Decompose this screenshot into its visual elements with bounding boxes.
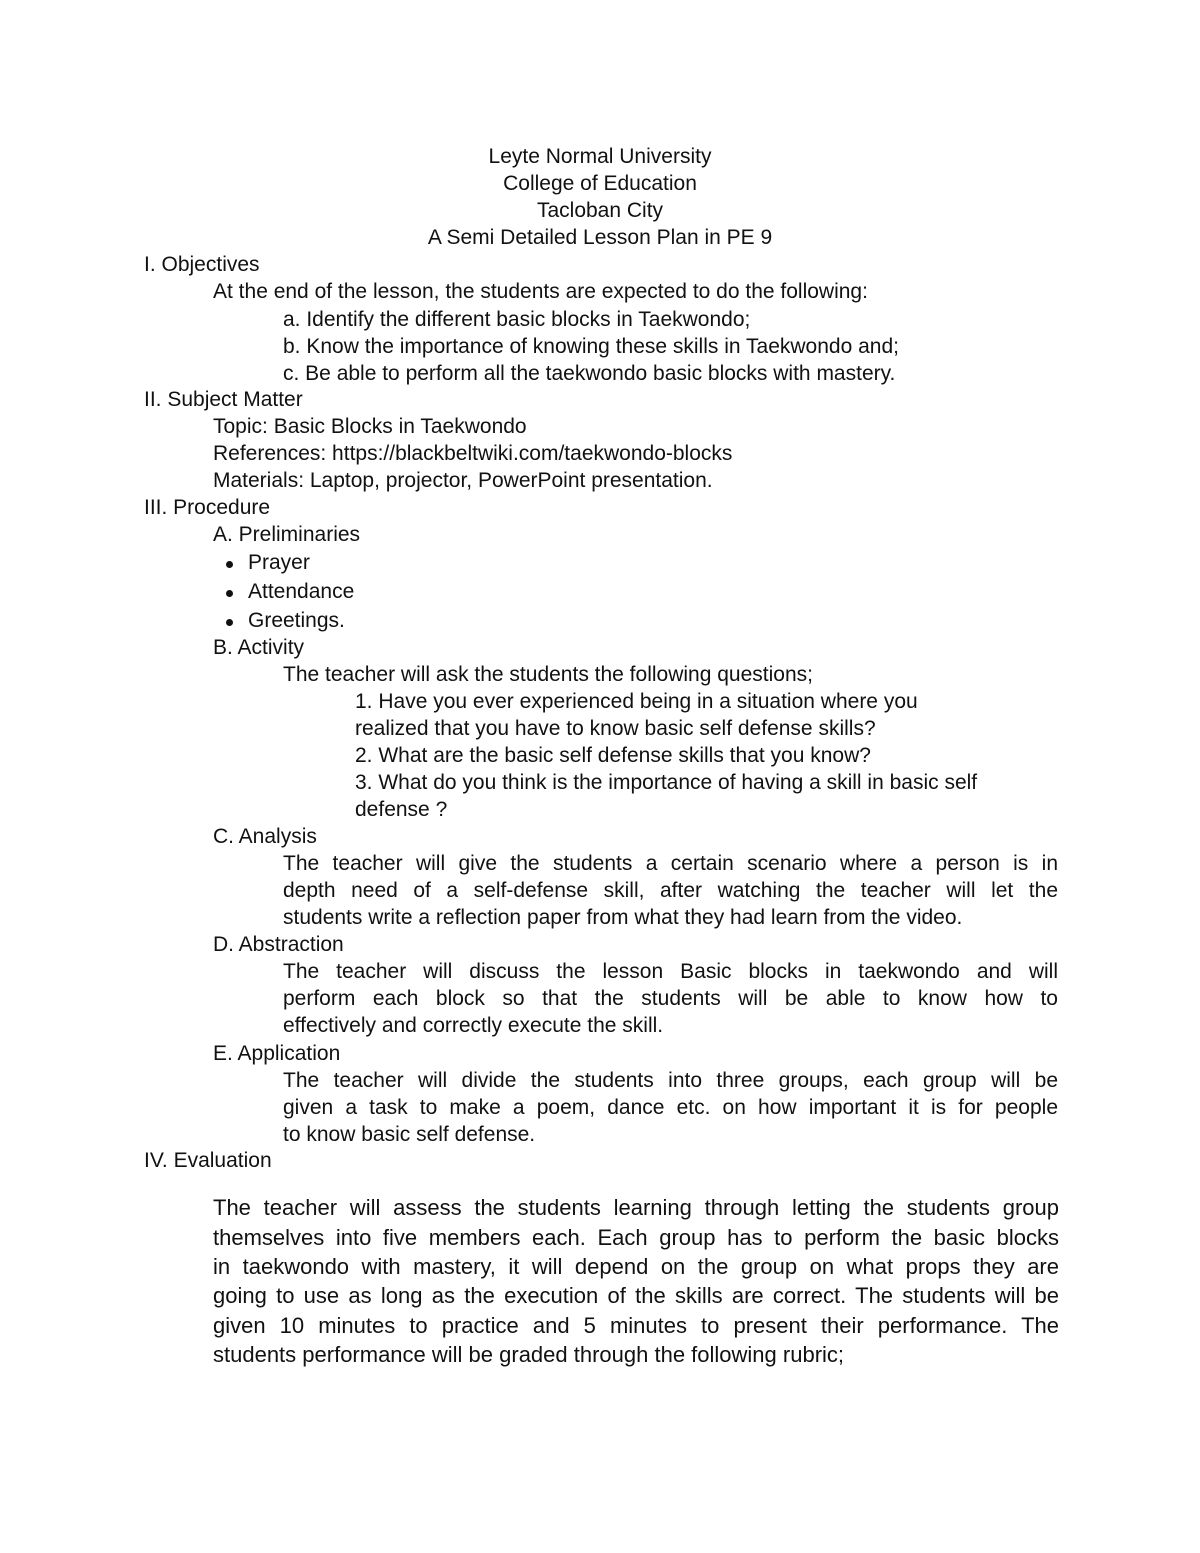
bullet-icon: [226, 619, 233, 626]
analysis-text-line: students write a reflection paper from what they had learn from the video.: [283, 906, 963, 929]
evaluation-text-line: going to use as long as the execution of the skills are correct. The students will be: [213, 1283, 1059, 1308]
activity-question: 3. What do you think is the importance of having a skill in basic self: [355, 771, 978, 794]
university-name: Leyte Normal University: [488, 145, 712, 168]
application-heading: E. Application: [213, 1042, 341, 1065]
subject-matter-heading: II. Subject Matter: [144, 388, 303, 411]
abstraction-heading: D. Abstraction: [213, 933, 344, 956]
objectives-intro: At the end of the lesson, the students are expected to do the following:: [213, 280, 868, 303]
objective-item: c. Be able to perform all the taekwondo basic blocks with mastery.: [283, 362, 896, 385]
evaluation-heading: IV. Evaluation: [144, 1149, 272, 1172]
procedure-heading: III. Procedure: [144, 496, 271, 519]
preliminaries-item: Prayer: [248, 551, 310, 574]
activity-intro: The teacher will ask the students the following questions;: [283, 663, 813, 686]
evaluation-text-line: themselves into five members each. Each group has to perform the basic blocks: [213, 1225, 1059, 1250]
activity-question: 1. Have you ever experienced being in a situation where you: [355, 690, 918, 713]
evaluation-text-line: students performance will be graded through the following rubric;: [213, 1342, 845, 1367]
abstraction-text-line: effectively and correctly execute the skill.: [283, 1014, 664, 1037]
subject-references: References: https://blackbeltwiki.com/taekwondo-blocks: [213, 442, 733, 465]
activity-question: defense ?: [355, 798, 448, 821]
evaluation-text-line: The teacher will assess the students learning through letting the students group: [213, 1195, 1059, 1220]
objective-item: b. Know the importance of knowing these skills in Taekwondo and;: [283, 335, 899, 358]
bullet-icon: [226, 561, 233, 568]
subject-topic: Topic: Basic Blocks in Taekwondo: [213, 415, 527, 438]
application-text-line: The teacher will divide the students into three groups, each group will be: [283, 1069, 1058, 1092]
preliminaries-heading: A. Preliminaries: [213, 523, 361, 546]
analysis-heading: C. Analysis: [213, 825, 317, 848]
evaluation-text-line: given 10 minutes to practice and 5 minutes to present their performance. The: [213, 1313, 1059, 1338]
objectives-heading: I. Objectives: [144, 253, 260, 276]
abstraction-text-line: The teacher will discuss the lesson Basic blocks in taekwondo and will: [283, 960, 1058, 983]
bullet-icon: [226, 590, 233, 597]
application-text-line: given a task to make a poem, dance etc. on how important it is for people: [283, 1096, 1058, 1119]
analysis-text-line: The teacher will give the students a certain scenario where a person is in: [283, 852, 1058, 875]
analysis-text-line: depth need of a self-defense skill, after watching the teacher will let the: [283, 879, 1058, 902]
preliminaries-item: Attendance: [248, 580, 355, 603]
application-text-line: to know basic self defense.: [283, 1123, 536, 1146]
activity-question: 2. What are the basic self defense skills that you know?: [355, 744, 871, 767]
activity-heading: B. Activity: [213, 636, 305, 659]
evaluation-text-line: in taekwondo with mastery, it will depend on the group on what props they are: [213, 1254, 1059, 1279]
activity-question: realized that you have to know basic self defense skills?: [355, 717, 876, 740]
objective-item: a. Identify the different basic blocks in Taekwondo;: [283, 308, 751, 331]
abstraction-text-line: perform each block so that the students will be able to know how to: [283, 987, 1058, 1010]
city-name: Tacloban City: [536, 199, 664, 222]
preliminaries-item: Greetings.: [248, 609, 345, 632]
college-name: College of Education: [503, 172, 697, 195]
subject-materials: Materials: Laptop, projector, PowerPoint presentation.: [213, 469, 713, 492]
plan-title: A Semi Detailed Lesson Plan in PE 9: [427, 226, 773, 249]
